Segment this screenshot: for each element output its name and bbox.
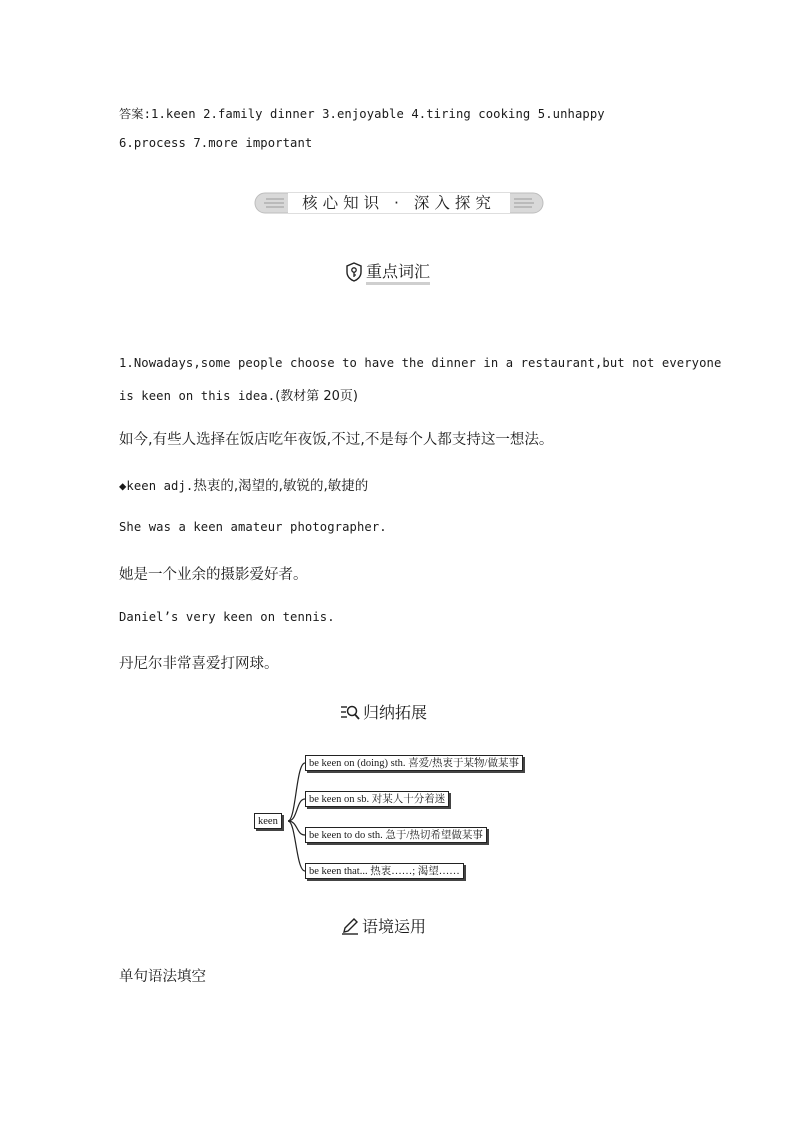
answers-line-2: 6.process 7.more important bbox=[119, 136, 313, 150]
section-heading-summary bbox=[340, 700, 427, 723]
definition-meanings: 热衷的,渴望的,敏锐的,敏捷的 bbox=[193, 478, 369, 494]
section-banner bbox=[254, 191, 544, 215]
example1-chinese: 她是一个业余的摄影爱好者。 bbox=[119, 567, 308, 583]
mindmap-root: keen bbox=[254, 813, 282, 829]
item1-sentence-line1: 1.Nowadays,some people choose to have the dinner in a restaurant,but not everyone bbox=[119, 356, 722, 370]
section-heading-vocab bbox=[345, 259, 430, 285]
section-title-vocab: 重点词汇 bbox=[366, 259, 430, 285]
mindmap-branch-1: be keen on (doing) sth. 喜爱/热衷于某物/做某事 bbox=[305, 755, 523, 771]
banner-title: 核心知识 · 深入探究 bbox=[302, 194, 496, 212]
magnifier-list-icon bbox=[340, 703, 360, 721]
pencil-icon bbox=[341, 917, 359, 935]
mindmap-branch-2: be keen on sb. 对某人十分着迷 bbox=[305, 791, 449, 807]
example2-chinese: 丹尼尔非常喜爱打网球。 bbox=[119, 656, 279, 672]
section-title-summary: 归纳拓展 bbox=[363, 703, 428, 722]
example2-english: Daniel’s very keen on tennis. bbox=[119, 610, 335, 624]
item1-definition bbox=[119, 474, 368, 494]
exercise-title: 单句语法填空 bbox=[119, 969, 206, 985]
example1-english: She was a keen amateur photographer. bbox=[119, 520, 387, 534]
section-heading-usage bbox=[341, 914, 426, 937]
mindmap-branch-4: be keen that... 热衷……; 渴望…… bbox=[305, 863, 464, 879]
item1-source-note: (教材第 20页) bbox=[275, 389, 359, 404]
answers-line-1: 答案:1.keen 2.family dinner 3.enjoyable 4.tiring cooking 5.unhappy bbox=[119, 107, 605, 121]
item1-sentence-line2 bbox=[119, 385, 358, 404]
section-title-usage: 语境运用 bbox=[362, 917, 427, 936]
definition-word: ◆keen adj. bbox=[119, 479, 194, 493]
key-shield-icon bbox=[345, 262, 363, 282]
item1-translation: 如今,有些人选择在饭店吃年夜饭,不过,不是每个人都支持这一想法。 bbox=[119, 432, 554, 448]
item1-sentence-line2-en: is keen on this idea. bbox=[119, 389, 276, 403]
mindmap-branch-3: be keen to do sth. 急于/热切希望做某事 bbox=[305, 827, 487, 843]
